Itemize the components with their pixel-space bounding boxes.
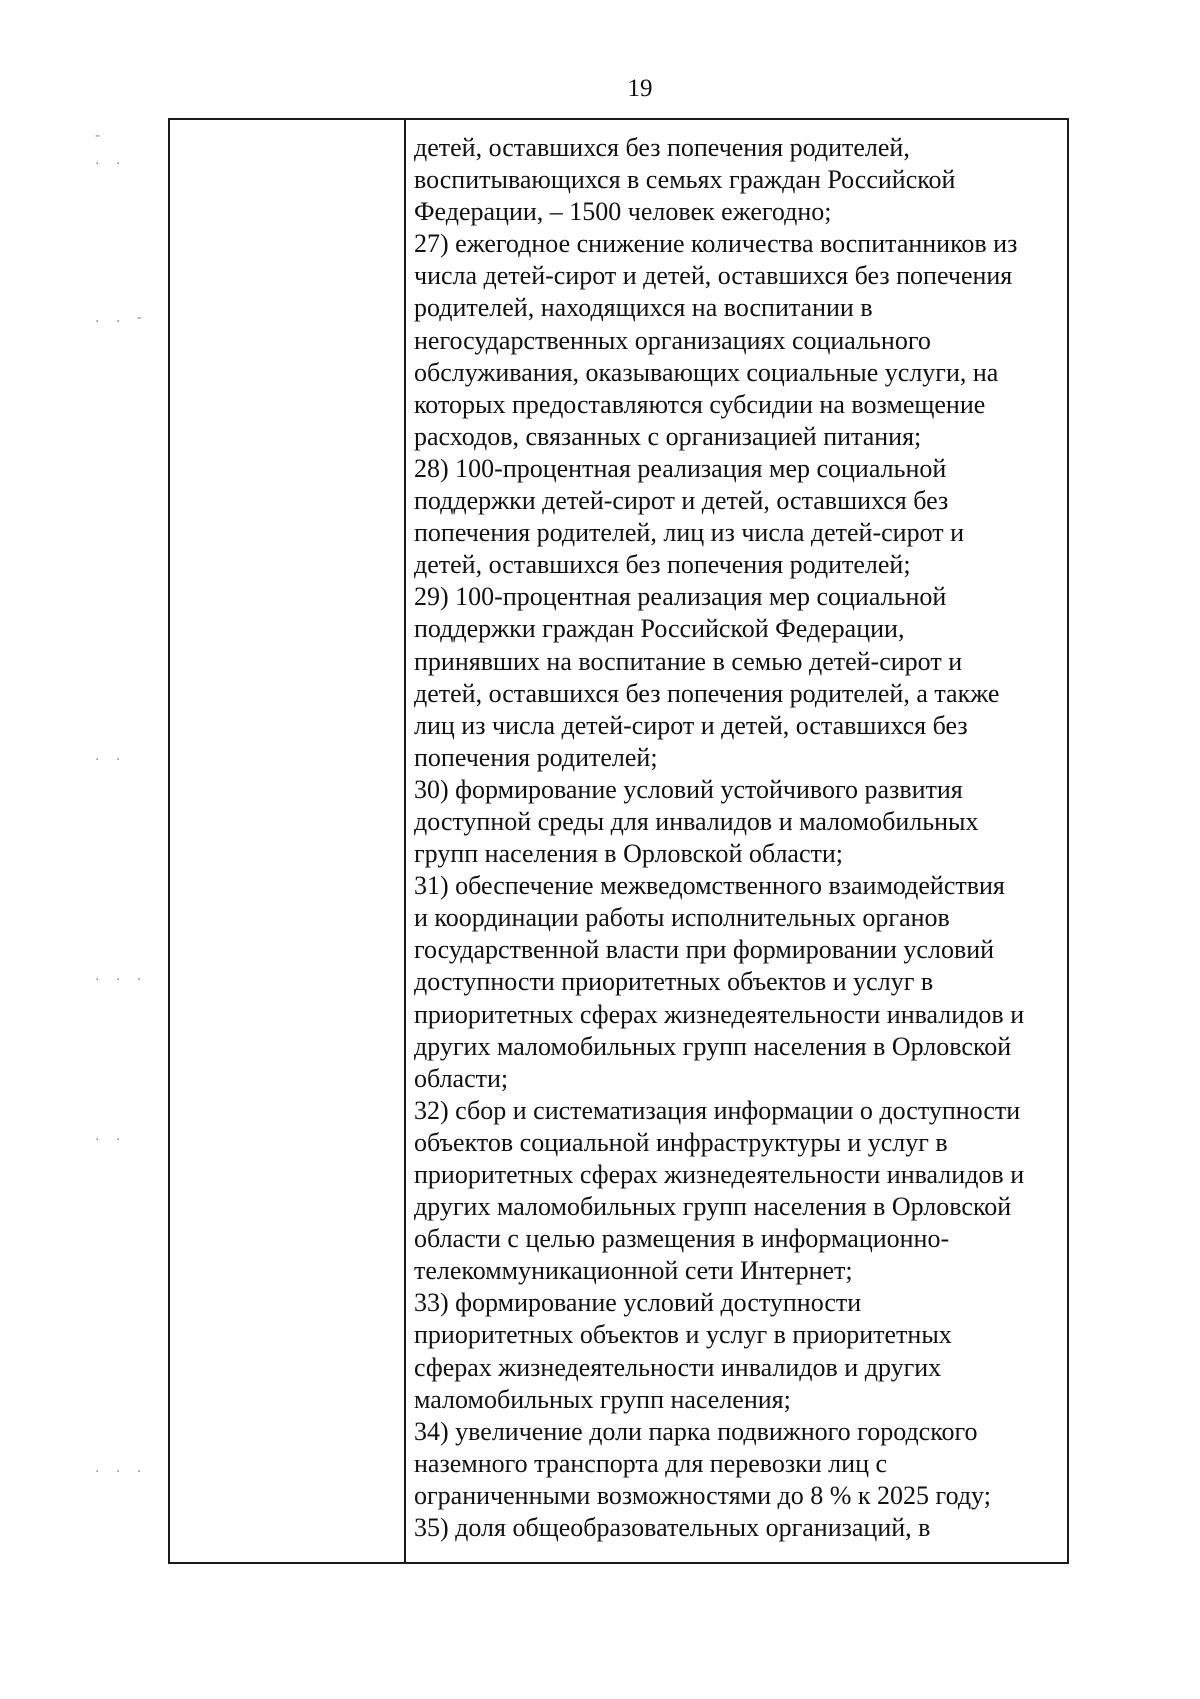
text-line: и координации работы исполнительных органов	[414, 903, 950, 933]
text-line: детей, оставшихся без попечения родителей,	[414, 133, 910, 162]
scan-mark: . .	[95, 152, 127, 168]
text-line: которых предоставляются субсидии на возмещение	[414, 389, 986, 419]
text-line: 33) формирование условий доступности	[414, 1288, 862, 1318]
text-line: попечения родителей;	[414, 742, 658, 772]
text-line: воспитывающихся в семьях граждан Российской	[414, 165, 956, 195]
text-line: 34) увеличение доли парка подвижного городского	[414, 1416, 978, 1446]
text-line: числа детей-сирот и детей, оставшихся без попечения	[414, 261, 1013, 291]
text-line: маломобильных групп населения;	[414, 1384, 791, 1414]
scan-mark: . . -	[95, 310, 148, 326]
text-line: области;	[414, 1063, 509, 1093]
text-line: 29) 100-процентная реализация мер социальной	[414, 582, 947, 612]
text-line: негосударственных организациях социального	[414, 325, 931, 355]
table-left-cell	[170, 120, 406, 1562]
text-line: 28) 100-процентная реализация мер социальной	[414, 453, 947, 483]
table-right-cell	[406, 120, 1067, 1562]
text-line: ограниченными возможностями до 8 % к 2025 году;	[414, 1480, 991, 1510]
text-line: попечения родителей, лиц из числа детей-сирот и	[414, 518, 965, 548]
text-line: сферах жизнедеятельности инвалидов и других	[414, 1352, 942, 1382]
text-line: 31) обеспечение межведомственного взаимодействия	[414, 871, 1005, 901]
scan-mark: . . .	[95, 968, 148, 984]
scan-mark: -	[95, 128, 107, 144]
scan-mark: . . .	[95, 1460, 148, 1476]
margin-scan-marks	[95, 0, 155, 1699]
text-line: наземного транспорта для перевозки лиц с	[414, 1448, 888, 1478]
text-line: родителей, находящихся на воспитании в	[414, 293, 873, 323]
text-line: области с целью размещения в информационно-	[414, 1224, 950, 1254]
text-line: приоритетных сферах жизнедеятельности инвалидов и	[414, 1160, 1025, 1189]
text-line: обслуживания, оказывающих социальные услуги, на	[414, 357, 999, 387]
text-line: доступной среды для инвалидов и маломобильных	[414, 806, 979, 836]
text-line: приоритетных сферах жизнедеятельности инвалидов и	[414, 999, 1025, 1029]
text-line: поддержки детей-сирот и детей, оставшихся без	[414, 486, 949, 516]
text-line: 30) формирование условий устойчивого развития	[414, 774, 963, 804]
text-line: лиц из числа детей-сирот и детей, оставшихся без	[414, 710, 968, 740]
page-number: 19	[627, 75, 653, 102]
scan-mark: . .	[95, 748, 127, 764]
text-line: 32) сбор и систематизация информации о доступности	[414, 1095, 1021, 1125]
text-line: приоритетных объектов и услуг в приоритетных	[414, 1320, 952, 1350]
text-line: государственной власти при формировании условий	[414, 935, 995, 965]
text-line: других маломобильных групп населения в Орловской	[414, 1192, 1012, 1222]
text-line: объектов социальной инфраструктуры и услуг в	[414, 1127, 948, 1157]
text-line: доступности приоритетных объектов и услуг в	[414, 967, 934, 997]
scan-mark: . .	[95, 1128, 127, 1144]
document-table	[168, 118, 1069, 1564]
text-line: 35) доля общеобразовательных организаций, в	[414, 1513, 931, 1543]
text-line: детей, оставшихся без попечения родителей, а также	[414, 678, 1000, 708]
text-line: детей, оставшихся без попечения родителей;	[414, 550, 911, 580]
text-line: групп населения в Орловской области;	[414, 839, 844, 869]
text-line: телекоммуникационной сети Интернет;	[414, 1256, 853, 1286]
text-line: принявших на воспитание в семью детей-сирот и	[414, 646, 963, 676]
text-line: поддержки граждан Российской Федерации,	[414, 614, 905, 644]
text-line: 27) ежегодное снижение количества воспитанников из	[414, 229, 1018, 259]
text-line: Федерации, – 1500 человек ежегодно;	[414, 197, 832, 227]
text-line: других маломобильных групп населения в Орловской	[414, 1031, 1012, 1061]
text-line: расходов, связанных с организацией питания;	[414, 421, 922, 451]
